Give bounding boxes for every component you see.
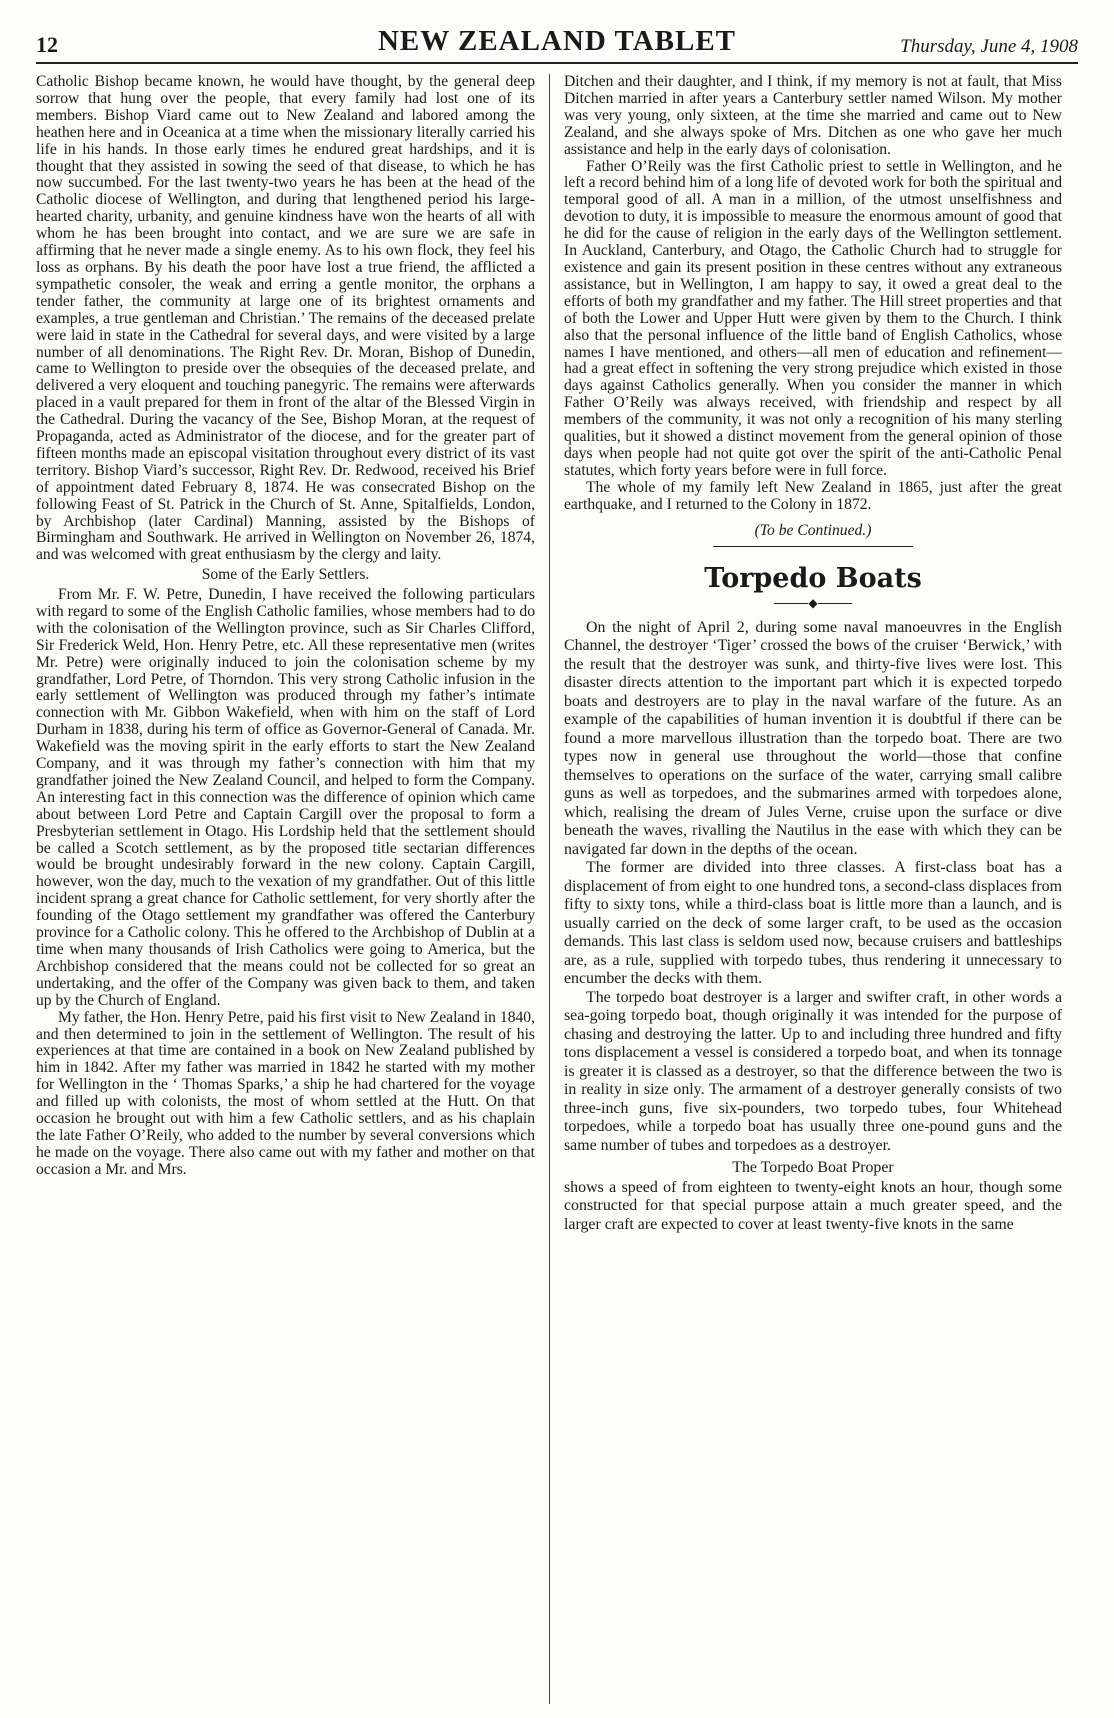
body-paragraph: Ditchen and their daughter, and I think, if my memory is not at fault, that Miss Ditchen married in after years a Canterbury settler named Wilson. My mother was very young, only sixteen, at the time she married and came out to New Zealand, and she always spoke of Mrs. Ditchen as one who gave her much assistance and help in the early days of colonisation. — [564, 74, 1062, 158]
section-subhead: Some of the Early Settlers. — [201, 566, 370, 584]
columns — [36, 74, 1078, 1704]
continued-notice: (To be Continued.) — [754, 521, 872, 539]
body-paragraph: The former are divided into three classes. A first-class boat has a displacement of from eight to one hundred tons, a second-class displaces from fifty to sixty tons, while a third-class boat is little more than a launch, and is usually carried on the deck of some larger craft, to be used as the occasion demands. This last class is seldom used now, because cruisers and battleships are, as a rule, supplied with torpedo tubes, thus rendering it unnecessary to encumber the decks with them. — [564, 859, 1062, 988]
section-divider — [713, 546, 913, 547]
paper-title: NEW ZEALAND TABLET — [377, 25, 737, 57]
section-subhead: The Torpedo Boat Proper — [732, 1158, 894, 1176]
body-paragraph: From Mr. F. W. Petre, Dunedin, I have received the following particulars with regard to some of the English Catholic families, whose members had to do with the colonisation of the Wellington province, such as Sir Charles Clifford, Sir Frederick Weld, Hon. Henry Petre, etc. All these representative men (writes Mr. Petre) were originally induced to join the colonisation scheme by my grandfather, Lord Petre, of Thorndon. This very strong Catholic infusion in the early settlement of Wellington was produced through my father’s intimate connection with Mr. Gibbon Wakefield, when with him on the staff of Lord Durham in 1838, during his term of office as Governor-General of Canada. Mr. Wakefield was the moving spirit in the early efforts to start the New Zealand Company, and it was through my father’s connection with him that my grandfather joined the New Zealand Council, and helped to form the Company. An interesting fact in this connection was the difference of opinion which came about between Lord Petre and Captain Cargill over the proposal to form a Presbyterian settlement in Otago. His Lordship held that the settlement should be called a Scotch settlement, as by the proposed title sectarian differences would be brought undesirably forward in the new colony. Captain Cargill, however, won the day, much to the vexation of my grandfather. Out of this little incident sprang a great chance for Catholic settlement, for very shortly after the founding of the Otago settlement my grandfather was offered the Canterbury province for a Catholic colony. This he offered to the Archbishop of Dublin at a time when many thousands of Irish Catholics were going to America, but the Archbishop considered that the means could not be collected for so great an undertaking, and the offer of the Company was given back to them, and taken up by the Church of England. — [36, 585, 535, 1009]
body-paragraph: On the night of April 2, during some naval manoeuvres in the English Channel, the destroyer ‘Tiger’ crossed the bows of the cruiser ‘Berwick,’ with the result that the destroyer was sunk, and thirty-five lives were lost. This disaster directs attention to the important part which it is expected torpedo boats and destroyers are to play in the naval warfare of the future. As an example of the capabilities of human invention it is doubtful if there can be found a more marvellous illustration than the torpedo boat. There are two types now in general use throughout the world—those that confine themselves to operations on the surface of the water, carrying small calibre guns as well as torpedoes, and the submarines armed with torpedoes alone, which, realising the dream of Jules Verne, cruise upon the surface or dive beneath the waves, rivalling the Nautilus in the ease with which they can be navigated far down in the depths of the ocean. — [564, 618, 1062, 858]
body-paragraph: The torpedo boat destroyer is a larger and swifter craft, in other words a sea-going torpedo boat, though originally it was intended for the purpose of chasing and destroying the latter. Up to and including three hundred and fifty tons displacement a vessel is considered a torpedo boat, and when its tonnage is greater it is classed as a destroyer, so that the difference between the two is in reality in size only. The armament of a destroyer generally consists of two three-inch guns, five six-pounders, two torpedo tubes, four Whitehead torpedoes, while a torpedo boat has usually three one-pound guns and the same number of tubes and torpedoes as a destroyer. — [564, 988, 1062, 1154]
article-title: Torpedo Boats — [704, 562, 922, 594]
issue-date: Thursday, June 4, 1908 — [900, 36, 1078, 57]
body-paragraph: Catholic Bishop became known, he would have thought, by the general deep sorrow that hung over the people, that every family had lost one of its members. Bishop Viard came out to New Zealand and labored among the heathen here and in Oceanica at a time when the missionary literally carried his life in his hands. In those early times he endured great hardships, and it is thought that they assisted in sowing the seed of that disease, to which he has now succumbed. For the last twenty-two years he has been at the head of the Catholic diocese of Wellington, and during that lengthened period his large-hearted charity, urbanity, and genuine kindness have won the hearts of all with whom he has been brought into contact, and we are sure we are safe in affirming that he never made a single enemy. As to his own flock, they feel his loss as orphans. By his death the poor have lost a true friend, the afflicted a sympathetic consoler, the weak and erring a gentle monitor, the orphans a tender father, the community at large one of its brightest ornaments and examples, a true gentleman and Christian.’ The remains of the deceased prelate were laid in state in the Cathedral for several days, and were visited by a large number of all denominations. The Right Rev. Dr. Moran, Bishop of Dunedin, came to Wellington to preside over the obsequies of the deceased prelate, and delivered a very eloquent and touching panegyric. The remains were afterwards placed in a vault prepared for them in front of the altar of the Blessed Virgin in the Cathedral. During the vacancy of the See, Bishop Moran, at the request of Propaganda, acted as Administrator of the diocese, and for the greater part of fifteen months made an episcopal visitation throughout every district of its vast territory. Bishop Viard’s successor, Right Rev. Dr. Redwood, received his Brief of appointment dated February 8, 1874. He was consecrated Bishop on the following Feast of St. Patrick in the Church of St. Anne, Spitalfields, London, by Archbishop (later Cardinal) Manning, assisted by the Bishops of Birmingham and Southwark. He arrived in Wellington on November 26, 1874, and was welcomed with great enthusiasm by the clergy and laity. — [36, 74, 535, 564]
right-column — [549, 74, 1062, 1704]
body-paragraph: My father, the Hon. Henry Petre, paid his first visit to New Zealand in 1840, and then determined to join in the settlement of Wellington. The result of his experiences at that time are contained in a book on New Zealand published by him in 1842. After my father was married in 1842 he started with my mother for Wellington in the ‘ Thomas Sparks,’ a ship he had chartered for the voyage and filled up with colonists, the most of whom settled at the Hutt. On that occasion he brought out with him a few Catholic settlers, and as his chaplain the late Father O’Reily, who added to the number by several conversions which he made on the voyage. There also came out with my father and mother on that occasion a Mr. and Mrs. — [36, 1008, 535, 1178]
body-paragraph: shows a speed of from eighteen to twenty-eight knots an hour, though some constructed for that special purpose attain a much greater speed, and the larger craft are expected to cover at least twenty-five knots in the same — [564, 1178, 1062, 1233]
page-number: 12 — [36, 32, 58, 57]
torpedo-article — [564, 619, 1062, 1235]
body-paragraph: The whole of my family left New Zealand in 1865, just after the great earthquake, and I returned to the Colony in 1872. — [564, 478, 1062, 513]
left-column — [36, 74, 549, 1704]
title-ornament: ◆ — [564, 596, 1062, 611]
masthead — [36, 22, 1078, 64]
body-paragraph: Father O’Reily was the first Catholic priest to settle in Wellington, and he left a record behind him of a long life of devoted work for both the spiritual and temporal good of all. A man in a million, of the utmost unselfishness and devotion to duty, it is impossible to measure the enormous amount of good that he did for the cause of religion in the early days of the Wellington settlement. In Auckland, Canterbury, and Otago, the Catholic Church had to struggle for existence and gain its present position in these centres without any extraneous assistance, but in Wellington, I am happy to say, it owed a great deal to the efforts of both my grandfather and my father. The Hill street properties and that of both the Lower and Upper Hutt were given by them to the Church. I think also that the personal influence of the little band of English Catholics, whose names I have mentioned, and others—all men of education and refinement—had a great effect in softening the very strong prejudice which existed in those days against Catholics generally. When you consider the manner in which Father O’Reily was always received, with friendship and respect by all members of the community, it was not only a recognition of his many sterling qualities, but it showed a distinct movement from the general opinion of those days when people had not quite got over the spirit of the anti-Catholic Penal statutes, which forty years before were in full force. — [564, 157, 1062, 479]
